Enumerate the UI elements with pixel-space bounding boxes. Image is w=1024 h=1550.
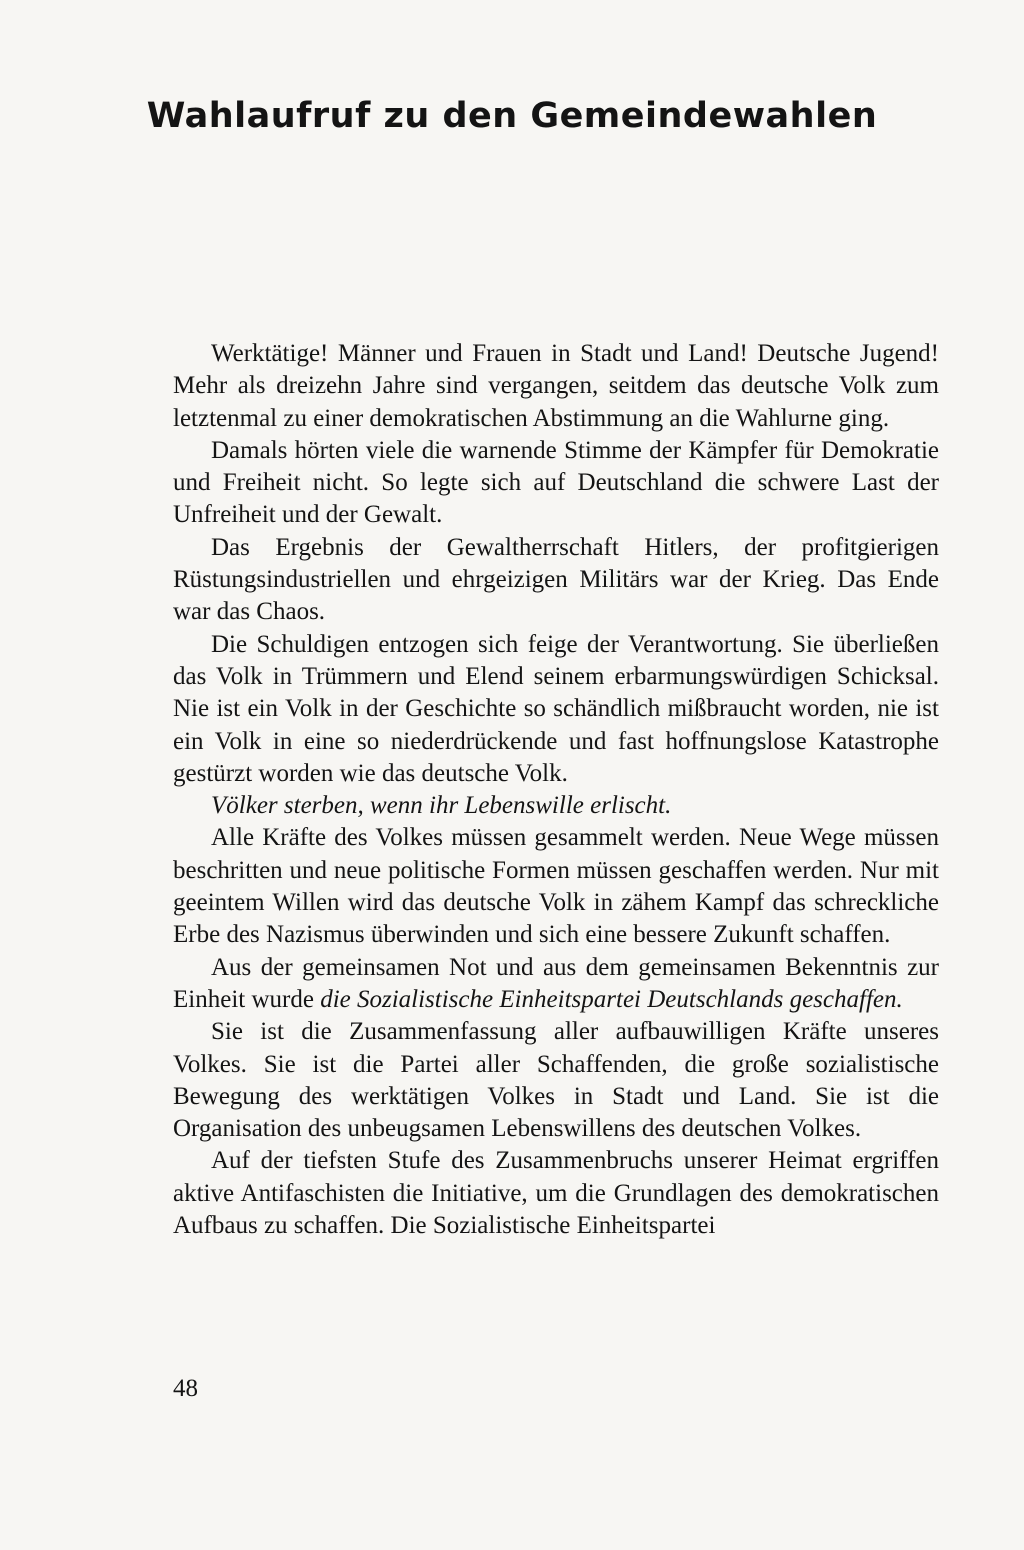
- paragraph-text: Werktätige! Männer und Frauen in Stadt und Land! Deutsche Jugend! Mehr als dreizehn Jahre sind vergangen, seitdem das deutsche Volk zum letztenmal zu einer demokratischen Abstimmung an die Wahlurne ging.: [173, 340, 939, 432]
- paragraph: [173, 1016, 939, 1145]
- italic-text: die Sozialistische Einheitspartei Deutschlands geschaffen.: [320, 985, 903, 1013]
- paragraph: [173, 338, 939, 435]
- paragraph-italic: [173, 790, 939, 822]
- paragraph-text: Alle Kräfte des Volkes müssen gesammelt werden. Neue Wege müssen beschritten und neue politische Formen müssen geschaffen werden. Nur mit geeintem Willen wird das deutsche Volk in zähem Kampf das schreckliche Erbe des Nazismus überwinden und sich eine bessere Zukunft schaffen.: [173, 824, 939, 949]
- paragraph-text: Die Schuldigen entzogen sich feige der Verantwortung. Sie überließen das Volk in Trümmern und Elend seinem erbarmungswürdigen Schicksal. Nie ist ein Volk in der Geschichte so schändlich mißbraucht worden, nie ist ein Volk in eine so niederdrückende und fast hoffnungslose Katastrophe gestürzt worden wie das deutsche Volk.: [173, 630, 939, 787]
- paragraph: [173, 629, 939, 790]
- paragraph-text: Sie ist die Zusammenfassung aller aufbauwilligen Kräfte unseres Volkes. Sie ist die Partei aller Schaffenden, die große sozialistische Bewegung des werktätigen Volkes in Stadt und Land. Sie ist die Organisation des unbeugsamen Lebenswillens des deutschen Volkes.: [173, 1018, 939, 1143]
- paragraph-text: Das Ergebnis der Gewaltherrschaft Hitlers, der profitgierigen Rüstungsindustriellen und ehrgeizigen Militärs war der Krieg. Das Ende war das Chaos.: [173, 533, 939, 626]
- italic-text: Völker sterben, wenn ihr Lebenswille erlischt.: [211, 792, 672, 820]
- paragraph: [173, 952, 939, 1017]
- paragraph: [173, 822, 939, 951]
- document-body: [173, 338, 939, 1242]
- paragraph: [173, 1145, 939, 1242]
- document-title: Wahlaufruf zu den Gemeindewahlen: [146, 96, 878, 136]
- paragraph-text: Damals hörten viele die warnende Stimme der Kämpfer für Demokratie und Freiheit nicht. So legte sich auf Deutschland die schwere Last der Unfreiheit und der Gewalt.: [173, 436, 939, 529]
- paragraph-text: Auf der tiefsten Stufe des Zusammenbruchs unserer Heimat ergriffen aktive Antifaschisten die Initiative, um die Grundlagen des demokratischen Aufbaus zu schaffen. Die Sozialistische Einheitspartei: [173, 1147, 939, 1240]
- paragraph: [173, 532, 939, 629]
- paragraph-text: Aus der gemeinsamen Not und aus dem gemeinsamen Bekenntnis zur Einheit wurde: [173, 953, 939, 1013]
- page-number: 48: [173, 1375, 198, 1402]
- paragraph: [173, 435, 939, 532]
